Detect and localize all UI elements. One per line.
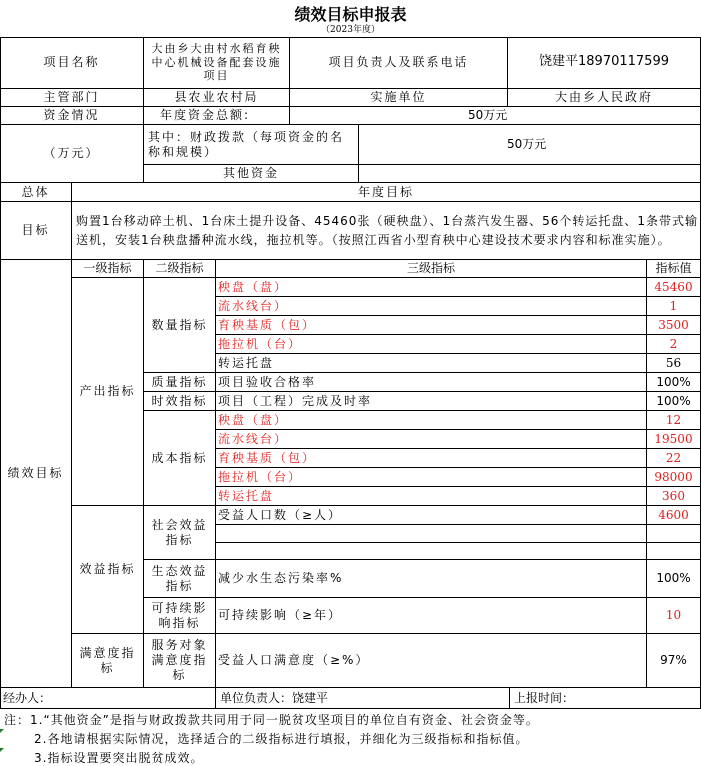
output-label: 产出指标 xyxy=(72,278,144,506)
owner-label: 项目负责人及联系电话 xyxy=(290,37,508,89)
cost-item-name: 转运托盘 xyxy=(216,487,647,506)
social-value: 4600 xyxy=(647,506,701,525)
owner-value: 饶建平18970117599 xyxy=(508,37,701,89)
fund-fiscal-value: 50万元 xyxy=(359,125,701,165)
sustain-item: 可持续影响（≥年） xyxy=(216,598,647,634)
note-2: 2.各地请根据实际情况，选择适合的二级指标进行填报，并细化为三级指标和指标值。 xyxy=(34,732,529,746)
impl-label: 实施单位 xyxy=(290,89,508,107)
cost-item-name: 拖拉机（台） xyxy=(216,468,647,487)
cost-label: 成本指标 xyxy=(144,411,216,506)
quantity-item-name: 流水线台） xyxy=(216,297,647,316)
project-name-value: 大由乡大由村水稻育秧中心机械设备配套设施项目 xyxy=(144,37,290,89)
sustain-label: 可持续影响指标 xyxy=(144,598,216,634)
handler-label: 经办人： xyxy=(0,688,216,709)
form-title: 绩效目标申报表 xyxy=(294,5,407,24)
benefit-label: 效益指标 xyxy=(72,506,144,634)
annual-target-label: 年度目标 xyxy=(72,183,701,202)
fund-total-label: 年度资金总额: xyxy=(144,107,290,125)
social-blank-1-value xyxy=(647,525,701,543)
social-blank-2 xyxy=(216,543,647,560)
impl-value: 大由乡人民政府 xyxy=(508,89,701,107)
corner-mark xyxy=(0,748,4,752)
quality-label: 质量指标 xyxy=(144,373,216,392)
goal-text: 购置1台移动碎土机、1台床土提升设备、45460张（硬秧盘）、1台蒸汽发生器、56个转运托盘、1条带式输送机，安装1台秧盘播种流水线，拖拉机等。（按照江西省小型育秧中心建设技术要求内容和标准实施）。 xyxy=(72,202,701,260)
perf-label: 绩效目标 xyxy=(0,260,72,688)
satisfy-item: 受益人口满意度（≥%） xyxy=(216,634,647,688)
social-label: 社会效益指标 xyxy=(144,506,216,560)
satisfy-label: 满意度指标 xyxy=(72,634,144,688)
overall-label: 总体 xyxy=(0,183,72,202)
cost-item-value: 22 xyxy=(647,449,701,468)
quantity-label: 数量指标 xyxy=(144,278,216,373)
fund-fiscal-label: 其中：财政拨款（每项资金的名称和规模） xyxy=(144,125,359,165)
time-value: 100% xyxy=(647,392,701,411)
cost-item-name: 流水线台） xyxy=(216,430,647,449)
quantity-item-value: 1 xyxy=(647,297,701,316)
col-val: 指标值 xyxy=(647,260,701,278)
sustain-value: 10 xyxy=(647,598,701,634)
cost-item-value: 98000 xyxy=(647,468,701,487)
time-item: 项目（工程）完成及时率 xyxy=(216,392,647,411)
goal-label: 目标 xyxy=(0,202,72,260)
social-blank-2-value xyxy=(647,543,701,560)
quantity-item-value: 2 xyxy=(647,335,701,354)
col-l3: 三级指标 xyxy=(216,260,647,278)
quantity-item-value: 3500 xyxy=(647,316,701,335)
col-l2: 二级指标 xyxy=(144,260,216,278)
dept-label: 主管部门 xyxy=(0,89,144,107)
eco-item: 减少水生态污染率% xyxy=(216,560,647,598)
fund-label: 资金情况 xyxy=(0,107,144,125)
col-l1: 一级指标 xyxy=(72,260,144,278)
form-year: （2023年度） xyxy=(321,25,380,35)
service-label: 服务对象满意度指标 xyxy=(144,634,216,688)
quantity-item-name: 秧盘（盘） xyxy=(216,278,647,297)
time-label: 时效指标 xyxy=(144,392,216,411)
leader-label: 单位负责人：饶建平 xyxy=(216,688,510,709)
dept-value: 县农业农村局 xyxy=(144,89,290,107)
eco-label: 生态效益指标 xyxy=(144,560,216,598)
quality-item: 项目验收合格率 xyxy=(216,373,647,392)
quantity-item-value: 56 xyxy=(647,354,701,373)
project-name-label: 项目名称 xyxy=(0,37,144,89)
note-3: 3.指标设置要突出脱贫成效。 xyxy=(34,751,204,765)
quantity-item-name: 育秧基质（包） xyxy=(216,316,647,335)
report-time-label: 上报时间： xyxy=(510,688,701,709)
eco-value: 100% xyxy=(647,560,701,598)
quantity-item-name: 转运托盘 xyxy=(216,354,647,373)
corner-mark xyxy=(0,729,4,733)
quantity-item-value: 45460 xyxy=(647,278,701,297)
social-item: 受益人口数（≥人） xyxy=(216,506,647,525)
cost-item-name: 育秧基质（包） xyxy=(216,449,647,468)
fund-unit: （万元） xyxy=(0,125,144,183)
cost-item-name: 秧盘（盘） xyxy=(216,411,647,430)
quantity-item-name: 拖拉机（台） xyxy=(216,335,647,354)
cost-item-value: 12 xyxy=(647,411,701,430)
satisfy-value: 97% xyxy=(647,634,701,688)
cost-item-value: 19500 xyxy=(647,430,701,449)
fund-total-value: 50万元 xyxy=(290,107,701,125)
fund-other-value xyxy=(359,165,701,183)
social-blank-1 xyxy=(216,525,647,543)
fund-other-label: 其他资金 xyxy=(144,165,359,183)
cost-item-value: 360 xyxy=(647,487,701,506)
note-1: 注：1.“其他资金”是指与财政拨款共同用于同一脱贫攻坚项目的单位自有资金、社会资金等。 xyxy=(4,713,539,727)
quality-value: 100% xyxy=(647,373,701,392)
